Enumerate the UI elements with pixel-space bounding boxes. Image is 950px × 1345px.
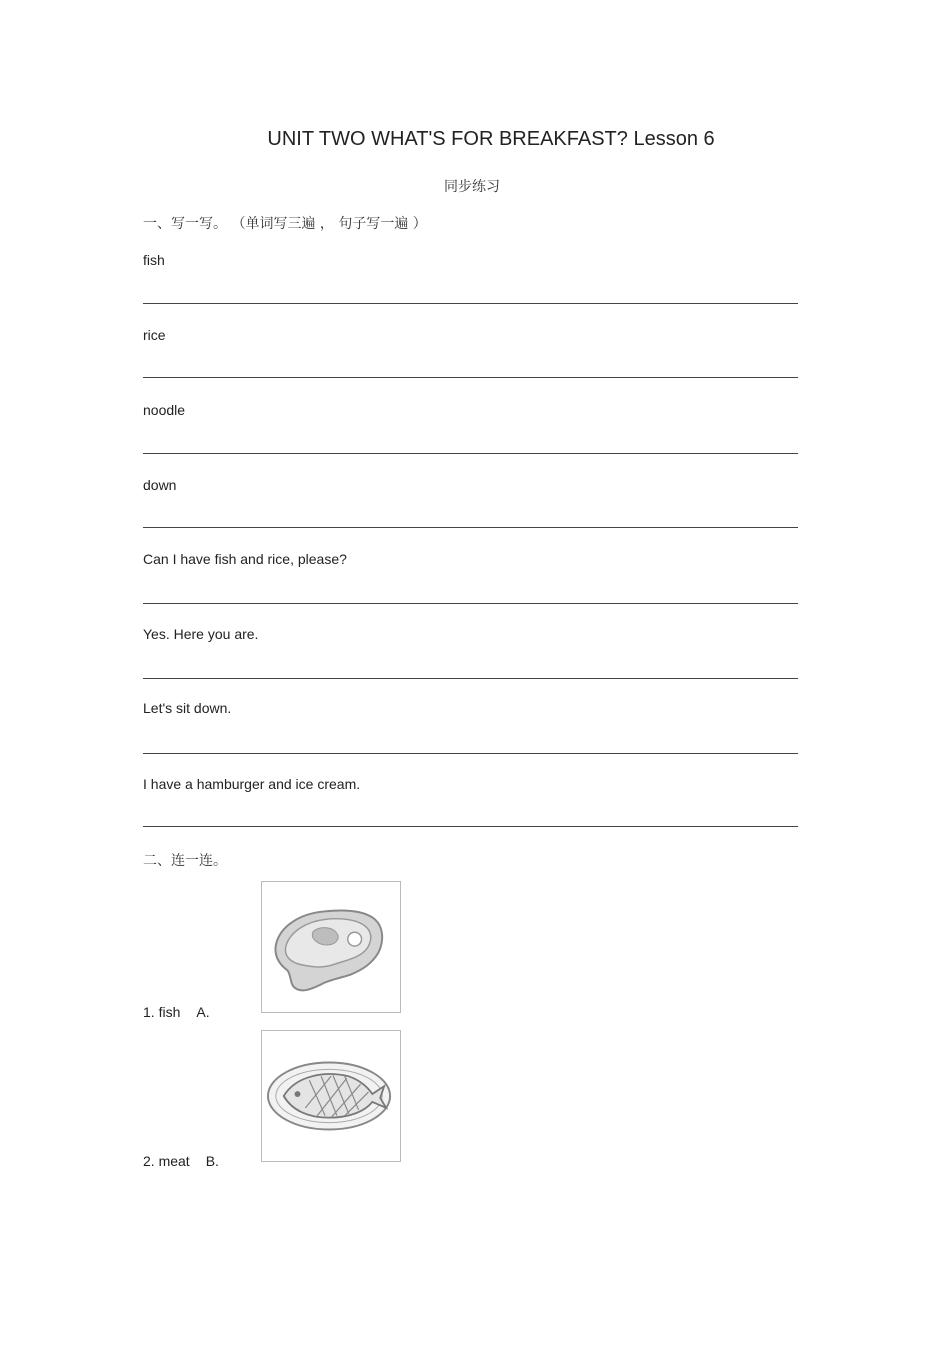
fish-picture[interactable] — [261, 1030, 401, 1162]
write-prompt-sentence-1: Can I have fish and rice, please? — [143, 551, 347, 567]
page-title: UNIT TWO WHAT'S FOR BREAKFAST? Lesson 6 — [267, 128, 715, 150]
meat-icon — [262, 882, 400, 1012]
writing-line[interactable] — [143, 377, 798, 378]
writing-line[interactable] — [143, 453, 798, 454]
write-prompt-sentence-3: Let's sit down. — [143, 700, 232, 716]
write-prompt-fish: fish — [143, 252, 165, 268]
write-prompt-rice: rice — [143, 327, 166, 343]
write-prompt-down: down — [143, 477, 177, 493]
section-2-heading: 二、连一连。 — [143, 853, 227, 869]
writing-line[interactable] — [143, 753, 798, 754]
write-prompt-sentence-2: Yes. Here you are. — [143, 626, 259, 642]
writing-line[interactable] — [143, 527, 798, 528]
fish-plate-icon — [262, 1031, 400, 1161]
writing-line[interactable] — [143, 603, 798, 604]
writing-line[interactable] — [143, 303, 798, 304]
match-letter-b: B. — [205, 1153, 219, 1169]
write-prompt-noodle: noodle — [143, 402, 186, 418]
match-item-1 — [143, 1004, 210, 1020]
writing-line[interactable] — [143, 678, 798, 679]
page-subtitle: 同步练习 — [444, 179, 500, 195]
match-item-2 — [143, 1153, 219, 1169]
match-word-2: 2. meat — [143, 1153, 190, 1169]
match-letter-a: A. — [196, 1004, 210, 1020]
section-1-heading: 一、写一写。 （单词写三遍 ， 句子写一遍 ） — [143, 216, 427, 232]
write-prompt-sentence-4: I have a hamburger and ice cream. — [143, 776, 361, 792]
match-word-1: 1. fish — [143, 1004, 181, 1020]
meat-picture[interactable] — [261, 881, 401, 1013]
writing-line[interactable] — [143, 826, 798, 827]
